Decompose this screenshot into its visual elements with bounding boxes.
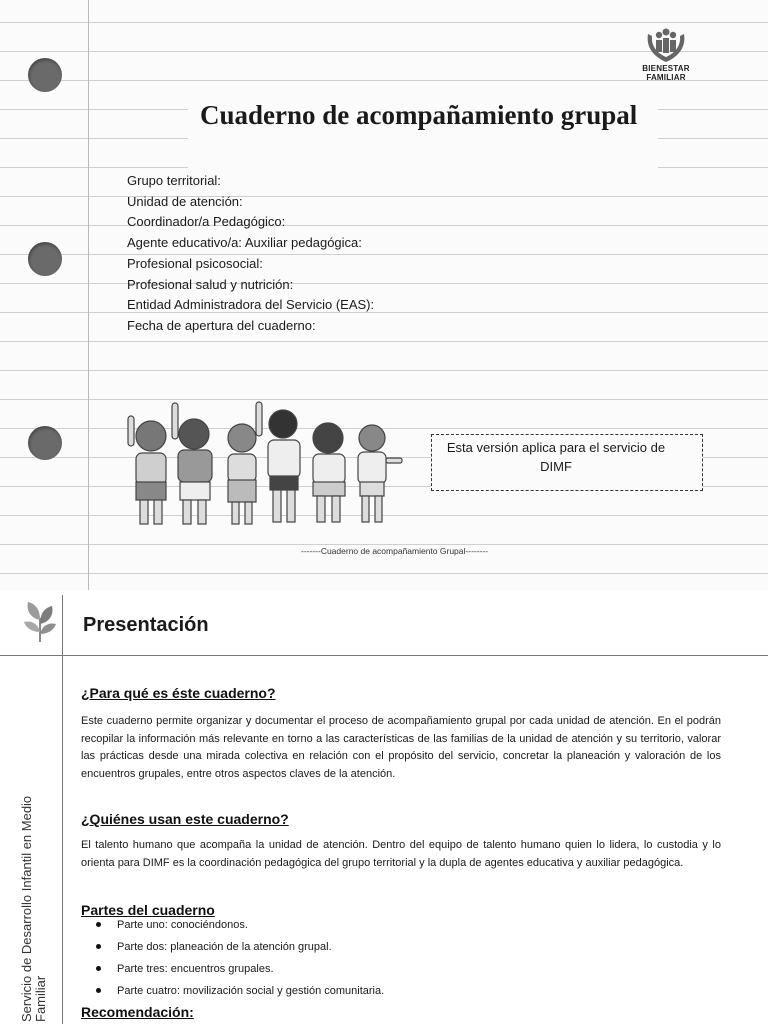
- field-profesional-psicosocial: Profesional psicosocial:: [127, 255, 263, 271]
- version-note: Esta versión aplica para el servicio de DIMF: [446, 440, 666, 474]
- binder-hole: [28, 58, 62, 92]
- body-para-que: Este cuaderno permite organizar y documentar el proceso de acompañamiento grupal por cada unidad de atención. En el podrán recopilar la información más relevante en torno a las características de las familias de la unidad de atención y su territorio, valorar las prácticas desde una mirada colectiva en relación con el propósito del servicio, concretar la planeación y valoración de los encuentros grupales, entre otros aspectos claves de la atención.: [81, 715, 721, 780]
- cover-fields: [127, 171, 374, 337]
- margin-line: [88, 0, 89, 590]
- field-profesional-salud: Profesional salud y nutrición:: [127, 276, 294, 292]
- field-entidad-administradora: Entidad Administradora del Servicio (EAS):: [127, 297, 375, 313]
- bullet-icon: [96, 922, 101, 927]
- document-title: Cuaderno de acompañamiento grupal: [200, 100, 638, 130]
- logo-text-line2: FAMILIAR: [646, 73, 686, 82]
- heading-recomendacion: Recomendación:: [81, 1004, 194, 1020]
- field-coordinador: Coordinador/a Pedagógico:: [127, 214, 286, 230]
- logo-text-line1: BIENESTAR: [642, 64, 690, 73]
- list-item: [96, 914, 384, 936]
- binder-hole: [28, 426, 62, 460]
- bienestar-familiar-logo: [636, 26, 696, 90]
- leaf-icon: [22, 598, 58, 644]
- list-item: [96, 958, 384, 980]
- bullet-icon: [96, 966, 101, 971]
- heading-para-que: ¿Para qué es éste cuaderno?: [81, 685, 276, 701]
- list-item-text: Parte uno: conociéndonos.: [117, 919, 248, 931]
- heading-partes: Partes del cuaderno: [81, 902, 215, 918]
- body-quienes: El talento humano que acompaña la unidad de atención. Dentro del equipo de talento humano quien lo lidera, lo custodia y lo orienta para DIMF es la coordinación pedagógica del grupo territorial y la dupla de agentes educativa y auxiliar pedagógica.: [81, 839, 721, 869]
- field-unidad-atencion: Unidad de atención:: [127, 193, 243, 209]
- side-label: Servicio de Desarrollo Infantil en Medio Familiar: [19, 795, 48, 1022]
- cover-footer-caption: -------Cuaderno de acompañamiento Grupal--------: [301, 546, 489, 556]
- bullet-icon: [96, 944, 101, 949]
- binder-hole: [28, 242, 62, 276]
- list-item-text: Parte tres: encuentros grupales.: [117, 963, 274, 975]
- horizontal-divider: [0, 655, 768, 656]
- bullet-icon: [96, 988, 101, 993]
- presentation-title: Presentación: [83, 614, 209, 636]
- parts-list: [96, 914, 384, 1002]
- list-item-text: Parte cuatro: movilización social y gestión comunitaria.: [117, 985, 385, 997]
- list-item: [96, 980, 384, 1002]
- presentation-page: [0, 592, 768, 1024]
- field-fecha-apertura: Fecha de apertura del cuaderno:: [127, 317, 316, 333]
- vertical-divider: [62, 595, 63, 1024]
- family-hands-icon: [644, 26, 688, 64]
- field-grupo-territorial: Grupo territorial:: [127, 173, 221, 188]
- list-item: [96, 936, 384, 958]
- field-agente-educativo: Agente educativo/a: Auxiliar pedagógica:: [127, 235, 362, 251]
- heading-quienes: ¿Quiénes usan este cuaderno?: [81, 811, 289, 827]
- list-item-text: Parte dos: planeación de la atención grupal.: [117, 941, 332, 953]
- children-illustration: [118, 398, 408, 528]
